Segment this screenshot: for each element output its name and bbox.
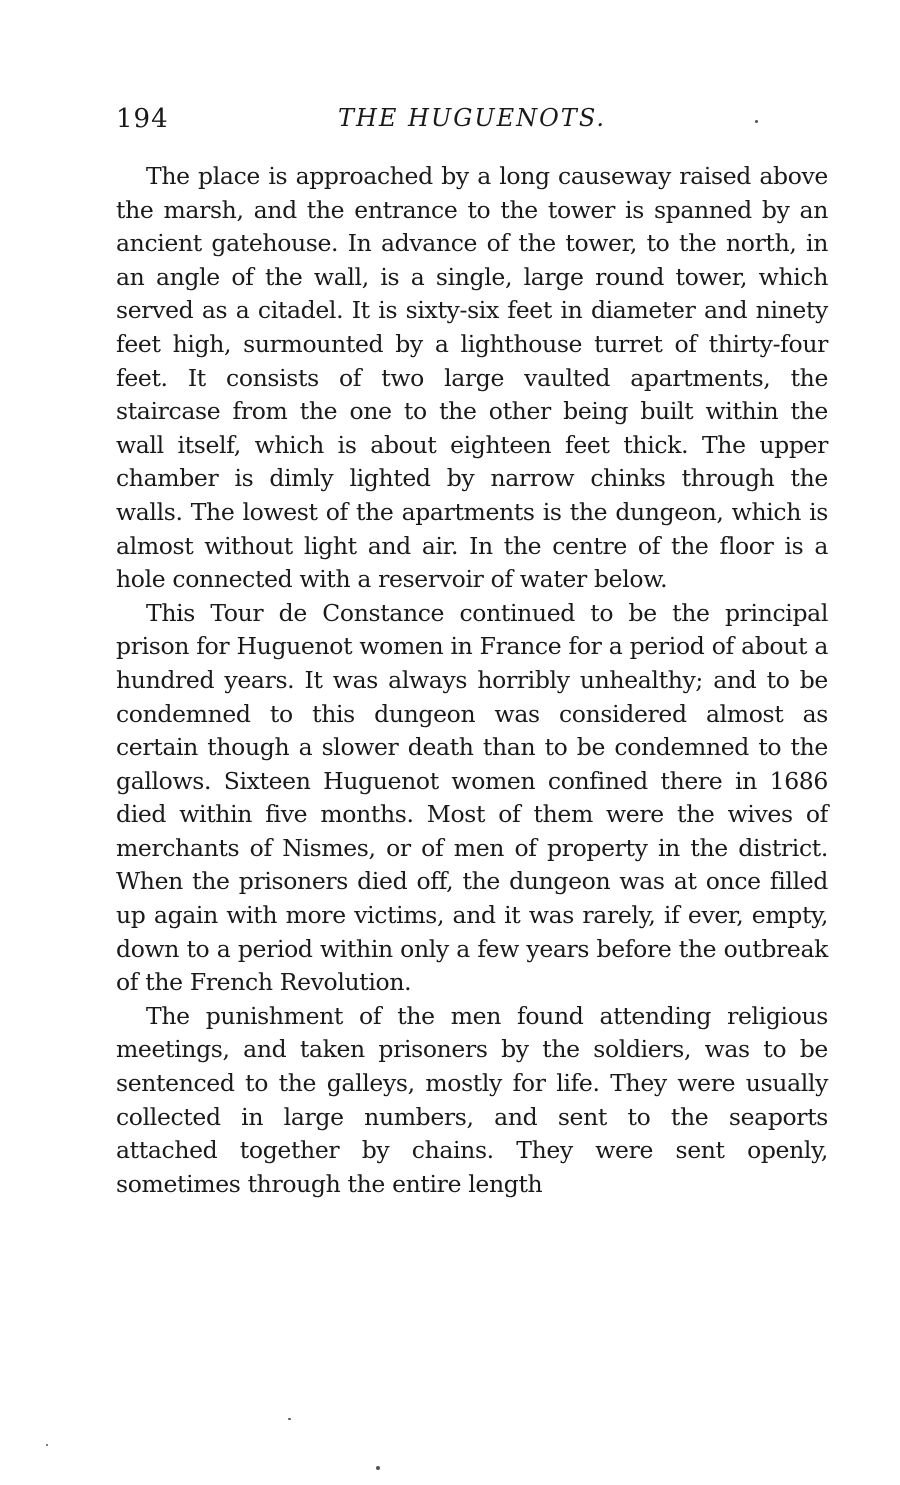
- running-title: THE HUGUENOTS.: [337, 104, 607, 132]
- paragraph: The punishment of the men found attending religious meetings, and taken prisoners by the soldiers, was to be sentenced to the galleys, mostly for life. They were usually collected in large numbers, and sent to the seaports attached together by chains. They were sent openly, sometimes through the entire length: [116, 1001, 828, 1198]
- print-speck: [755, 120, 758, 123]
- paragraph: This Tour de Constance continued to be the principal prison for Huguenot women in France for a period of about a hundred years. It was always horribly unhealthy; and to be condemned to this dungeon was considered almost as certain though a slower death than to be condemned to the gallows. Sixteen Huguenot women confined there in 1686 died within five months. Most of them were the wives of merchants of Nismes, or of men of property in the district. When the prisoners died off, the dungeon was at once filled up again with more victims, and it was rarely, if ever, empty, down to a period within only a few years before the outbreak of the French Revolution.: [116, 598, 828, 997]
- page-header: [116, 104, 828, 144]
- body-text: [116, 160, 828, 1201]
- page-number: 194: [116, 104, 169, 134]
- print-speck: [288, 1418, 291, 1420]
- print-speck: [46, 1444, 48, 1446]
- print-speck: [376, 1466, 380, 1470]
- paragraph: The place is approached by a long causeway raised above the marsh, and the entrance to the tower is spanned by an ancient gatehouse. In advance of the tower, to the north, in an angle of the wall, is a single, large round tower, which served as a citadel. It is sixty-six feet in diameter and ninety feet high, surmounted by a lighthouse turret of thirty-four feet. It consists of two large vaulted apartments, the staircase from the one to the other being built within the wall itself, which is about eighteen feet thick. The upper chamber is dimly lighted by narrow chinks through the walls. The lowest of the apartments is the dungeon, which is almost without light and air. In the centre of the floor is a hole connected with a reservoir of water below.: [116, 162, 828, 594]
